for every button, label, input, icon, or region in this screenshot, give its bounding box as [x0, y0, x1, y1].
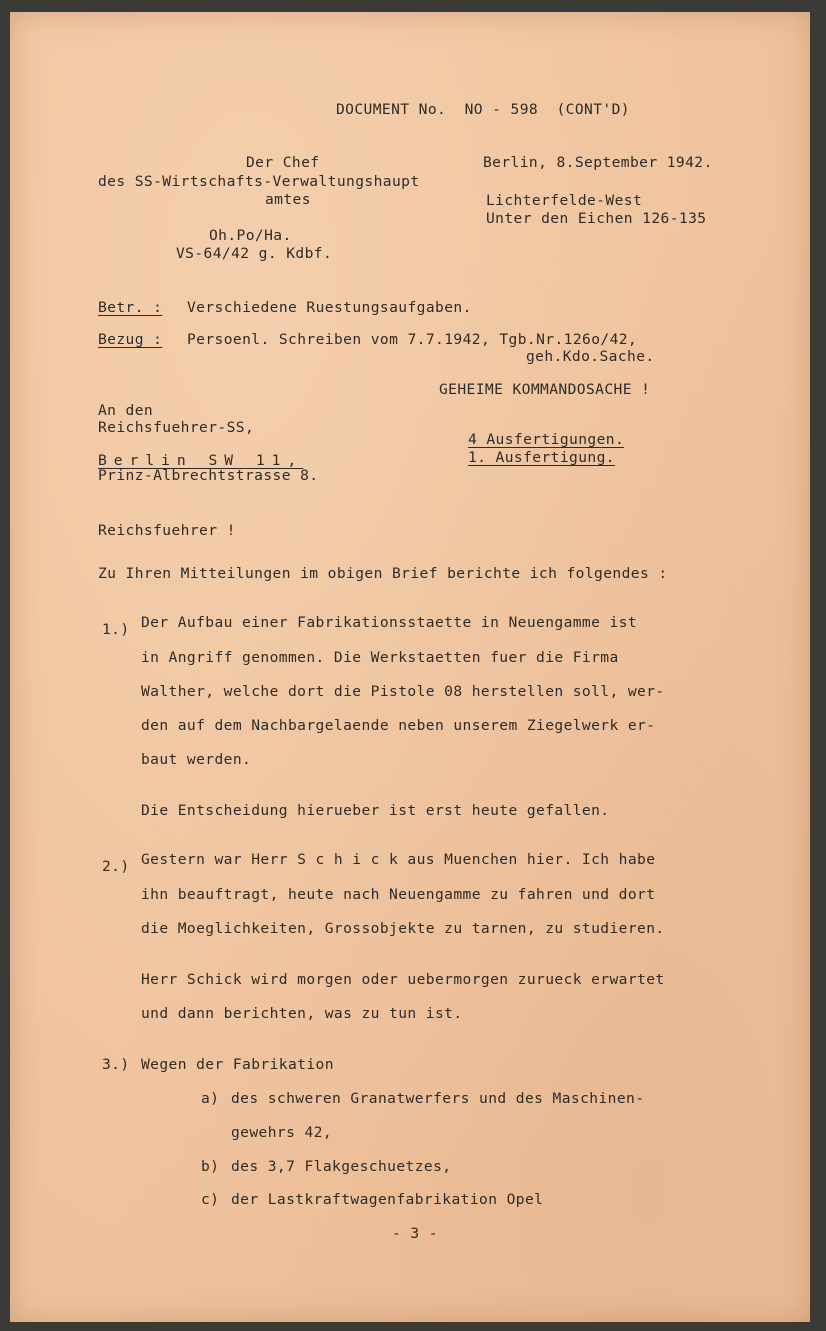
page-number: - 3 - [392, 1225, 438, 1242]
item-1-number: 1.) [102, 621, 130, 638]
subject-label: Betr. : [98, 299, 163, 316]
item-2-note: und dann berichten, was zu tun ist. [141, 1005, 463, 1022]
item-1-line: Der Aufbau einer Fabrikationsstaette in Neuengamme ist [141, 614, 638, 631]
item-2-line: die Moeglichkeiten, Grossobjekte zu tarnen, zu studieren. [141, 920, 665, 937]
item-1-line: den auf dem Nachbargelaende neben unserem Ziegelwerk er- [141, 717, 656, 734]
sender-line-2: des SS-Wirtschafts-Verwaltungshaupt [98, 173, 420, 190]
item-3-number: 3.) [102, 1056, 130, 1073]
sender-address-line-2: Unter den Eichen 126-135 [486, 210, 707, 227]
recipient-street: Prinz-Albrechtstrasse 8. [98, 467, 319, 484]
recipient-city: Berlin SW 11, [98, 452, 304, 469]
sub-item-line: des schweren Granatwerfers und des Maschinen- [231, 1090, 645, 1107]
item-3-lead: Wegen der Fabrikation [141, 1056, 334, 1073]
item-2-line: Gestern war Herr S c h i c k aus Muenchen hier. Ich habe [141, 851, 656, 868]
classification: GEHEIME KOMMANDOSACHE ! [439, 381, 651, 398]
sub-item-label: b) [201, 1158, 220, 1175]
salutation: Reichsfuehrer ! [98, 522, 236, 539]
item-1-line: in Angriff genommen. Die Werkstaetten fuer die Firma [141, 649, 619, 666]
copy-number: 1. Ausfertigung. [468, 449, 615, 466]
reference-text-cont: geh.Kdo.Sache. [526, 348, 655, 365]
sender-line-1: Der Chef [246, 154, 320, 171]
letter-date: Berlin, 8.September 1942. [483, 154, 713, 171]
file-reference-2: VS-64/42 g. Kdbf. [176, 245, 333, 262]
subject-text: Verschiedene Ruestungsaufgaben. [187, 299, 472, 316]
recipient-line-2: Reichsfuehrer-SS, [98, 419, 255, 436]
item-2-note: Herr Schick wird morgen oder uebermorgen zurueck erwartet [141, 971, 665, 988]
sub-item-line: der Lastkraftwagenfabrikation Opel [231, 1191, 544, 1208]
reference-label: Bezug : [98, 331, 163, 348]
sender-line-3: amtes [265, 191, 311, 208]
intro-line: Zu Ihren Mitteilungen im obigen Brief berichte ich folgendes : [98, 565, 668, 582]
file-reference-1: Oh.Po/Ha. [209, 227, 292, 244]
sender-address-line-1: Lichterfelde-West [486, 192, 643, 209]
sub-item-line: des 3,7 Flakgeschuetzes, [231, 1158, 452, 1175]
item-1-note: Die Entscheidung hierueber ist erst heute gefallen. [141, 802, 610, 819]
item-2-number: 2.) [102, 858, 130, 875]
item-2-line: ihn beauftragt, heute nach Neuengamme zu fahren und dort [141, 886, 656, 903]
sub-item-label: c) [201, 1191, 220, 1208]
item-1-line: Walther, welche dort die Pistole 08 herstellen soll, wer- [141, 683, 665, 700]
reference-text: Persoenl. Schreiben vom 7.7.1942, Tgb.Nr.126o/42, [187, 331, 638, 348]
copies-count: 4 Ausfertigungen. [468, 431, 625, 448]
sub-item-label: a) [201, 1090, 220, 1107]
document-page [10, 12, 810, 1322]
document-reference: DOCUMENT No. NO - 598 (CONT'D) [336, 101, 630, 118]
sub-item-line: gewehrs 42, [231, 1124, 333, 1141]
item-1-line: baut werden. [141, 751, 252, 768]
recipient-line-1: An den [98, 402, 154, 419]
